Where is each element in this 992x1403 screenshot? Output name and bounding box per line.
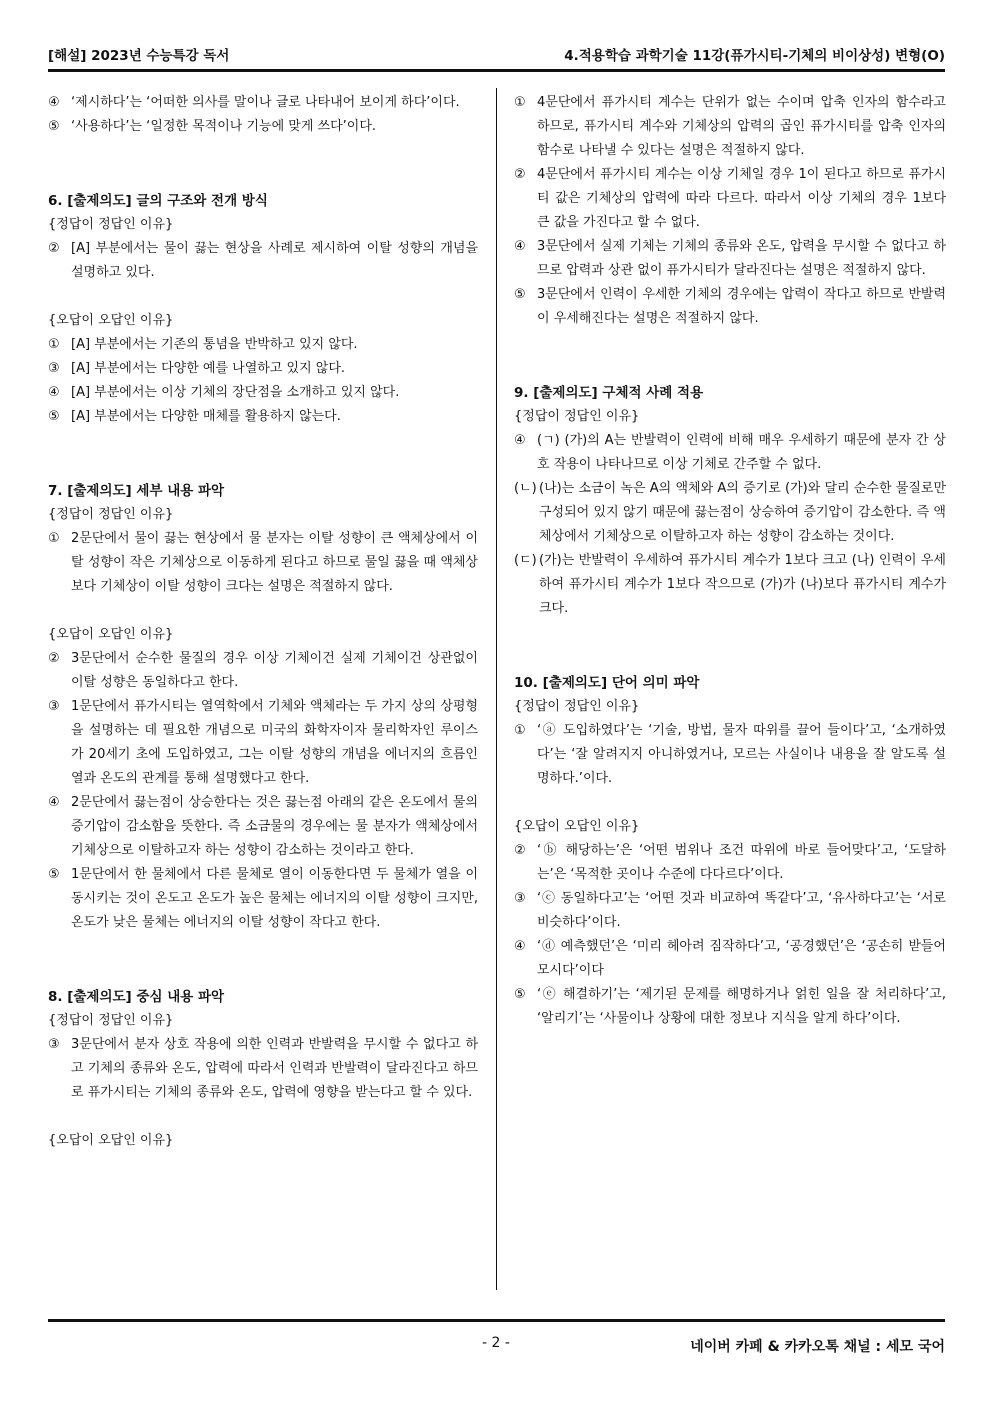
answer-item: ④ 2문단에서 끓는점이 상승한다는 것은 끓는점 아래의 같은 온도에서 물의 증기압이 감소함을 뜻한다. 즉 소금물의 경우에는 물 분자가 액체상에서 기체상으로 이탈하고자 하는 성향이 감소하는 것이라고 한다. xyxy=(48,795,478,858)
answer-item: ⑤ ‘ⓔ 해결하기’는 ‘제기된 문제를 해명하거나 얽힌 일을 잘 처리하다’고, ‘알리기’는 ‘사물이나 상황에 대한 정보나 지식을 알게 하다’이다. xyxy=(514,987,946,1026)
wrong-label: {오답이 오답인 이유} xyxy=(514,819,640,834)
correct-label: {정답이 정답인 이유} xyxy=(514,699,640,714)
answer-item: ① [A] 부분에서는 기존의 통념을 반박하고 있지 않다. xyxy=(48,337,358,352)
section-title: 7. [출제의도] 세부 내용 파악 xyxy=(48,483,225,499)
correct-label: {정답이 정답인 이유} xyxy=(48,217,174,232)
answer-item: ⑤ 1문단에서 한 물체에서 다른 물체로 열이 이동한다면 두 물체가 열을 이동시키는 것이 온도고 온도가 높은 물체는 에너지의 이탈 성향이 크지만, 온도가 낮은 물체는 에너지의 이탈 성향이 작다고 한다. xyxy=(48,867,478,930)
section-title: 8. [출제의도] 중심 내용 파악 xyxy=(48,989,225,1005)
answer-item: ② 4문단에서 퓨가시티 계수는 이상 기체일 경우 1이 된다고 하므로 퓨가시티 값은 기체상의 압력에 따라 다르다. 따라서 이상 기체의 경우 1보다 큰 값을 가진다고 할 수 없다. xyxy=(514,167,946,230)
correct-label: {정답이 정답인 이유} xyxy=(48,507,174,522)
answer-item: ⑤ [A] 부분에서는 다양한 매체를 활용하지 않는다. xyxy=(48,409,341,424)
answer-item: (ㄴ) (나)는 소금이 녹은 A의 액체와 A의 증기로 (가)와 달리 순수한 물질로만 구성되어 있지 않기 때문에 끓는점이 상승하여 증기압이 감소한다. 즉 액체상에서 기체상으로 이탈하고자 하는 성향이 감소하는 것이다. xyxy=(514,481,946,544)
answer-item: ④ [A] 부분에서는 이상 기체의 장단점을 소개하고 있지 않다. xyxy=(48,385,400,400)
answer-item: ④ ‘ⓓ 예측했던’은 ‘미리 헤아려 짐작하다’고, ‘공경했던’은 ‘공손히 받들어 모시다’이다 xyxy=(514,939,946,978)
footer-credit: 네이버 카페 & 카카오톡 채널 : 세모 국어 xyxy=(690,1339,945,1355)
left-column xyxy=(48,91,478,1153)
header-title: [해설] 2023년 수능특강 독서 xyxy=(48,48,230,64)
section-title: 6. [출제의도] 글의 구조와 전개 방식 xyxy=(48,193,268,209)
answer-item: ⑤ 3문단에서 인력이 우세한 기체의 경우에는 압력이 작다고 하므로 반발력이 우세해진다는 설명은 적절하지 않다. xyxy=(514,287,946,326)
page-number: - 2 - xyxy=(482,1335,510,1351)
section-title: 10. [출제의도] 단어 의미 파악 xyxy=(514,675,700,691)
answer-item: ④ ‘제시하다’는 ‘어떠한 의사를 말이나 글로 나타내어 보이게 하다’이다. xyxy=(48,95,460,110)
answer-item: ③ ‘ⓒ 동일하다고’는 ‘어떤 것과 비교하여 똑같다’고, ‘유사하다고’는 ‘서로 비슷하다’이다. xyxy=(514,891,946,930)
answer-item: ③ [A] 부분에서는 다양한 예를 나열하고 있지 않다. xyxy=(48,361,346,376)
answer-item: ③ 3문단에서 분자 상호 작용에 의한 인력과 반발력을 무시할 수 없다고 하고 기체의 종류와 온도, 압력에 따라서 인력과 반발력이 달라진다고 하므로 퓨가시티는 기체의 종류와 온도, 압력에 영향을 받는다고 할 수 있다. xyxy=(48,1037,478,1100)
header-rule xyxy=(48,69,945,72)
right-column xyxy=(514,91,946,1031)
correct-label: {정답이 정답인 이유} xyxy=(514,409,640,424)
wrong-label: {오답이 오답인 이유} xyxy=(48,627,174,642)
answer-item: ③ 1문단에서 퓨가시티는 열역학에서 기체와 액체라는 두 가지 상의 상평형을 설명하는 데 필요한 개념으로 미국의 화학자이자 물리학자인 루이스가 20세기 초에 도입하였고, 그는 이탈 성향의 개념을 에너지의 흐름인 열과 온도의 관계를 통해 설명했다고 한다. xyxy=(48,699,478,786)
answer-item: ② 3문단에서 순수한 물질의 경우 이상 기체이건 실제 기체이건 상관없이 이탈 성향은 동일하다고 한다. xyxy=(48,651,478,690)
answer-item: ① 2문단에서 물이 끓는 현상에서 물 분자는 이탈 성향이 큰 액체상에서 이탈 성향이 작은 기체상으로 이동하게 된다고 하므로 물일 끓을 때 액체상보다 기체상이 이탈 성향이 크다는 설명은 적절하지 않다. xyxy=(48,531,478,594)
answer-item: ① ‘ⓐ 도입하였다’는 ‘기술, 방법, 물자 따위를 끌어 들이다’고, ‘소개하였다’는 ‘잘 알려지지 아니하였거나, 모르는 사실이나 내용을 잘 알도록 설명하다.’이다. xyxy=(514,723,946,786)
answer-item: ① 4문단에서 퓨가시티 계수는 단위가 없는 수이며 압축 인자의 함수라고 하므로, 퓨가시티 계수와 기체상의 압력의 곱인 퓨가시티를 압축 인자의 함수로 나타낼 수 있다는 설명은 적절하지 않다. xyxy=(514,95,946,158)
header-subtitle: 4.적용학습 과학기술 11강(퓨가시티-기체의 비이상성) 변형(O) xyxy=(564,48,945,64)
answer-item: (ㄷ) (가)는 반발력이 우세하여 퓨가시티 계수가 1보다 크고 (나) 인력이 우세하여 퓨가시티 계수가 1보다 작으므로 (가)가 (나)보다 퓨가시티 계수가 크다. xyxy=(514,553,946,616)
wrong-label: {오답이 오답인 이유} xyxy=(48,1133,174,1148)
answer-item: ⑤ ‘사용하다’는 ‘일정한 목적이나 기능에 맞게 쓰다’이다. xyxy=(48,119,377,134)
answer-item: ④ 3문단에서 실제 기체는 기체의 종류와 온도, 압력을 무시할 수 없다고 하므로 압력과 상관 없이 퓨가시티가 달라진다는 설명은 적절하지 않다. xyxy=(514,239,946,278)
answer-item: ② ‘ⓑ 해당하는’은 ‘어떤 범위나 조건 따위에 바로 들어맞다’고, ‘도달하는’은 ‘목적한 곳이나 수준에 다다르다’이다. xyxy=(514,843,946,882)
footer-rule xyxy=(48,1319,945,1322)
column-divider xyxy=(496,88,497,1290)
correct-label: {정답이 정답인 이유} xyxy=(48,1013,174,1028)
section-title: 9. [출제의도] 구체적 사례 적용 xyxy=(514,385,704,401)
answer-item: ④ (ㄱ) (가)의 A는 반발력이 인력에 비해 매우 우세하기 때문에 분자 간 상호 작용이 나타나므로 이상 기체로 간주할 수 없다. xyxy=(514,433,946,472)
answer-item: ② [A] 부분에서는 물이 끓는 현상을 사례로 제시하여 이탈 성향의 개념을 설명하고 있다. xyxy=(48,241,478,280)
wrong-label: {오답이 오답인 이유} xyxy=(48,313,174,328)
page-header xyxy=(48,44,945,66)
